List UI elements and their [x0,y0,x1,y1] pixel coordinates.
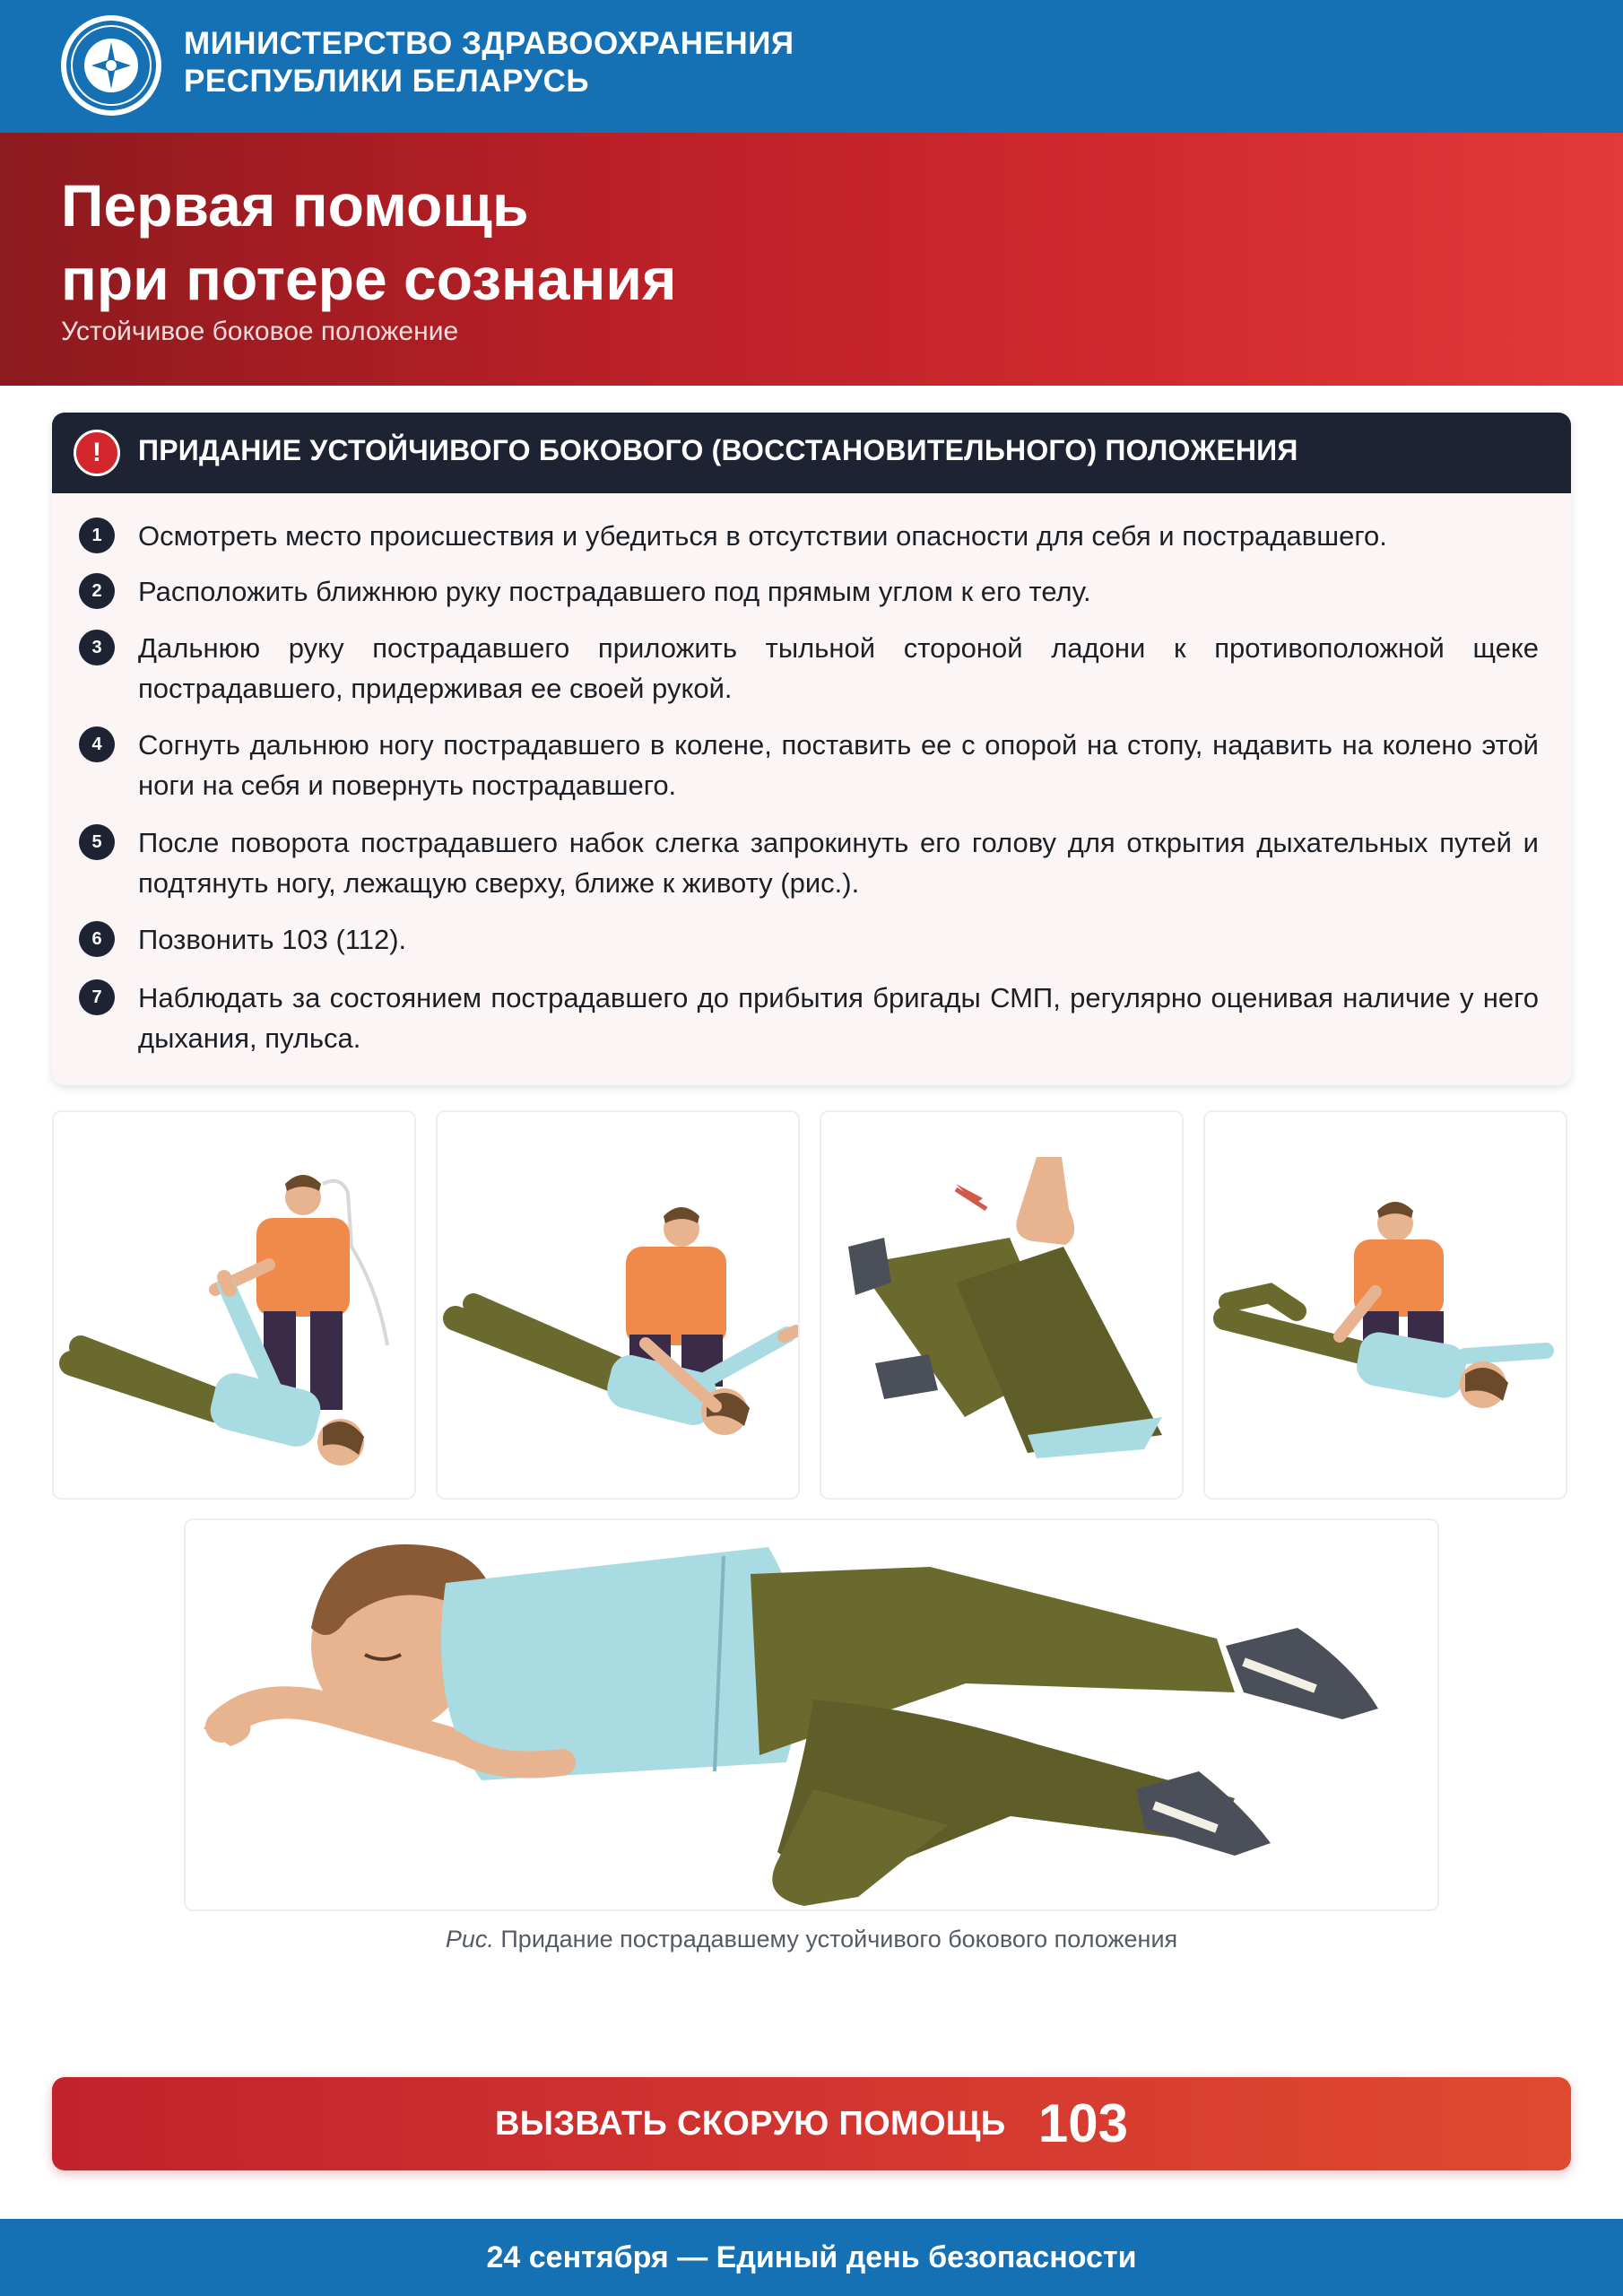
step-text: Наблюдать за состоянием пострадавшего до прибытия бригады СМП, регулярно оценивая наличие у него дыхания, пульса. [138,982,1539,1054]
illustration-bend-knee [821,1112,1184,1500]
step-number-badge: 5 [79,824,115,860]
alert-icon: ! [74,430,120,476]
step-number-badge: 6 [79,921,115,957]
figure-caption-prefix: Рис. [445,1926,494,1952]
step-text: Позвонить 103 (112). [138,924,407,955]
step-illustration-4 [1203,1110,1567,1500]
step-text: После поворота пострадавшего набок слегка запрокинуть его голову для открытия дыхательных путей и подтянуть ногу, лежащую сверху, ближе к животу (рис.). [138,827,1539,899]
step-number-badge: 1 [79,517,115,553]
figure-caption [0,1926,1623,1953]
ministry-name-line1: МИНИСТЕРСТВО ЗДРАВООХРАНЕНИЯ [184,26,794,61]
step-illustration-2 [436,1110,800,1500]
illustration-hand-to-cheek [438,1112,800,1500]
step-text: Осмотреть место происшествия и убедиться в отсутствии опасности для себя и пострадавшего. [138,520,1387,552]
illustration-recovery-position [186,1520,1439,1911]
instruction-card-title: ПРИДАНИЕ УСТОЙЧИВОГО БОКОВОГО (ВОССТАНОВИТЕЛЬНОГО) ПОЛОЖЕНИЯ [138,434,1298,466]
step-number-badge: 4 [79,726,115,762]
ministry-name-line2: РЕСПУБЛИКИ БЕЛАРУСЬ [184,64,590,99]
step-text: Расположить ближнюю руку пострадавшего под прямым углом к его телу. [138,576,1091,607]
illustration-turn-casualty [1205,1112,1567,1500]
page-subtitle: Устойчивое боковое положение [61,317,459,346]
step-number-badge: 3 [79,630,115,665]
step-text: Дальнюю руку пострадавшего приложить тыльной стороной ладони к противоположной щеке пострадавшего, придерживая ее своей рукой. [138,632,1539,704]
figure-caption-text: Придание пострадавшему устойчивого бокового положения [500,1926,1178,1952]
step-number-badge: 7 [79,979,115,1015]
page-title-line2: при потере сознания [61,246,677,312]
instruction-card-header [52,413,1571,493]
ministry-header-bar [0,0,1623,133]
ministry-name [184,25,991,100]
instruction-card [52,413,1571,1085]
step-illustration-3 [820,1110,1184,1500]
ministry-emblem-icon [61,15,161,116]
page-title [61,169,1137,316]
recovery-position-illustration [184,1518,1439,1911]
call-ambulance-number: 103 [1037,2093,1129,2153]
step-number-badge: 2 [79,573,115,609]
illustration-arm-placement [54,1112,416,1500]
title-header [0,133,1623,386]
page-title-line1: Первая помощь [61,172,529,239]
footer-banner: 24 сентября — Единый день безопасности [0,2219,1623,2296]
call-ambulance-button[interactable] [52,2077,1571,2170]
step-text: Согнуть дальнюю ногу пострадавшего в колене, поставить ее с опорой на стопу, надавить на колено этой ноги на себя и повернуть пострадавшего. [138,729,1539,801]
call-ambulance-label: ВЫЗВАТЬ СКОРУЮ ПОМОЩЬ [494,2105,1006,2143]
step-illustration-1 [52,1110,416,1500]
